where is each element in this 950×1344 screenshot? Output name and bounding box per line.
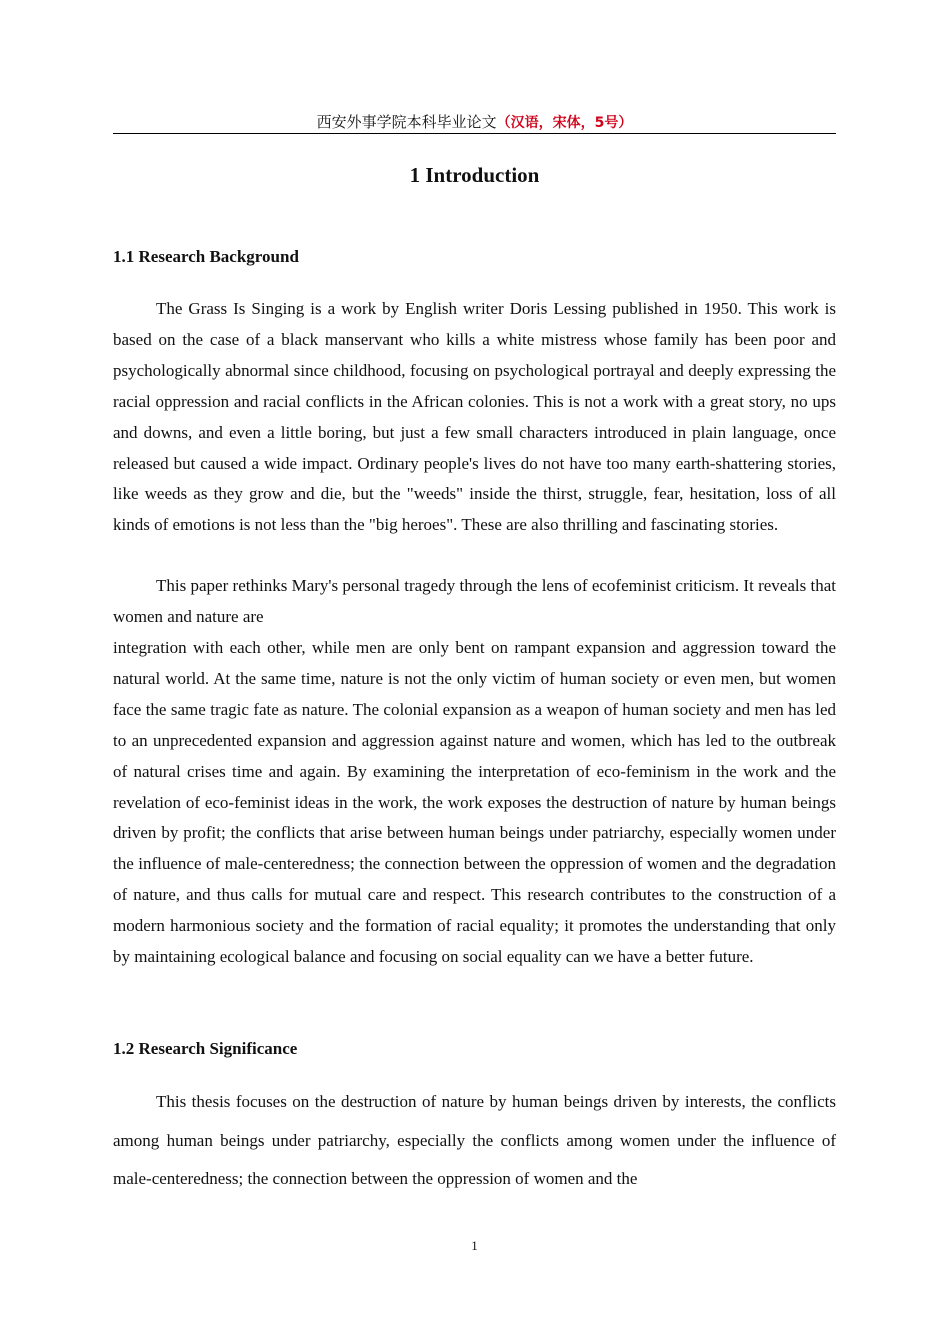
background-paragraph-2-start: This paper rethinks Mary's personal tragedy through the lens of ecofeminist criticism. It reveals that women and nature are — [113, 576, 836, 626]
background-paragraph-1: The Grass Is Singing is a work by English writer Doris Lessing published in 1950. This work is based on the case of a black manservant who kills a white mistress whose family has been poor and psychologically abnormal since childhood, focusing on psychological portrayal and deeply expressing the racial oppression and racial conflicts in the African colonies. This is not a work with a great story, no ups and downs, and even a little boring, but just a few small characters introduced in plain language, once released but caused a wide impact. Ordinary people's lives do not have too many earth-shattering stories, like weeds as they grow and die, but the "weeds" inside the thirst, struggle, fear, hesitation, loss of all kinds of emotions is not less than the "big heroes". These are also thrilling and fascinating stories. — [113, 299, 836, 535]
significance-paragraph-1: This thesis focuses on the destruction of nature by human beings driven by interests, the conflicts among human beings under patriarchy, especially the conflicts among women under the influence of male-centeredness; the connection between the oppression of women and the — [113, 1092, 836, 1189]
format-note: （汉语，宋体，5号） — [496, 115, 633, 131]
section-heading-research-background: 1.1 Research Background — [113, 247, 299, 266]
background-paragraph-2-continued: integration with each other, while men are only bent on rampant expansion and aggression toward the natural world. At the same time, nature is not the only victim of human society or even men, but women face the same tragic fate as nature. The colonial expansion as a weapon of human society and men has led to an unprecedented expansion and aggression against nature and women, which has led to the outbreak of natural crises time and again. By examining the interpretation of eco-feminism in the work and the revelation of eco-feminist ideas in the work, the work exposes the destruction of nature by human beings driven by profit; the conflicts that arise between human beings under patriarchy, especially women under the influence of male-centeredness; the connection between the oppression of women and the degradation of nature, and thus calls for mutual care and respect. This research contributes to the construction of a modern harmonious society and the formation of racial equality; it promotes the understanding that only by maintaining ecological balance and focusing on social equality can we have a better future. — [113, 638, 836, 967]
running-header — [113, 112, 836, 134]
chapter-title: 1 Introduction — [409, 163, 540, 187]
page-number: 1 — [471, 1238, 478, 1253]
section-heading-research-significance: 1.2 Research Significance — [113, 1039, 298, 1058]
header-rule — [113, 133, 836, 134]
school-thesis-title: 西安外事学院本科毕业论文 — [316, 115, 497, 131]
